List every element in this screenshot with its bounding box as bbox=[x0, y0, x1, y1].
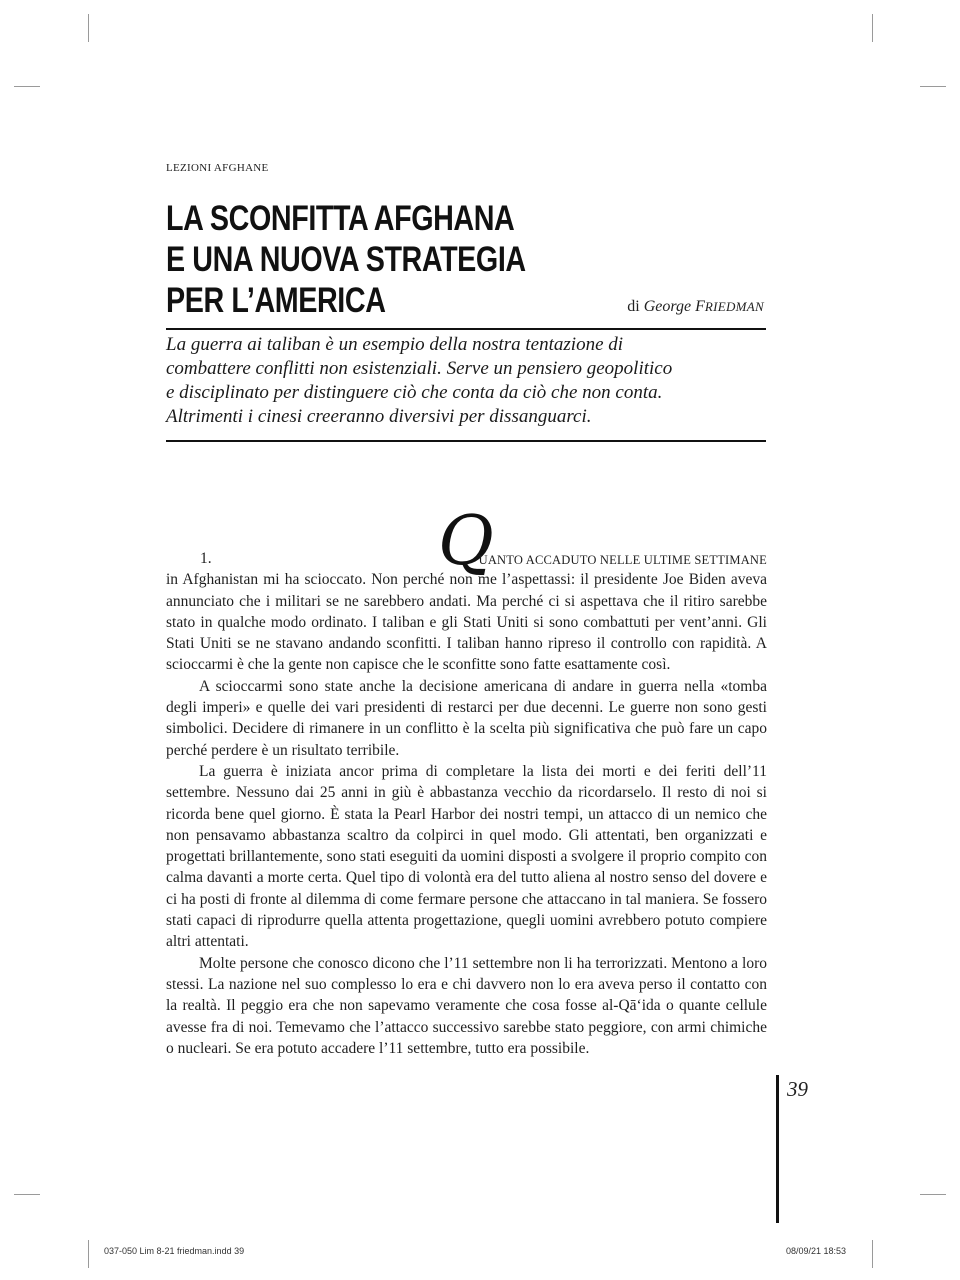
abstract-line: Altrimenti i cinesi creeranno diversivi per dissanguarci. bbox=[166, 406, 592, 427]
paragraph: in Afghanistan mi ha scioccato. Non perché non me l’aspettassi: il presidente Joe Biden aveva annunciato che i militari se ne sarebbero andati. Ma perché ci si aspettava che il ritiro sarebbe stato in qualche modo ordinato. I taliban e gli Stati Uniti si sono combattuti per vent’anni. Gli Stati Uniti se ne stavano andando sconfitti. I taliban hanno ripreso il controllo con rapidità. A scioccarmi è che la gente non capisce che le sconfitte sono fatte esattamente così. bbox=[166, 571, 767, 674]
section-number: 1. bbox=[200, 550, 212, 567]
title-line: E UNA NUOVA STRATEGIA bbox=[166, 240, 526, 279]
article-body bbox=[166, 502, 767, 1059]
crop-mark bbox=[920, 1194, 946, 1195]
crop-mark bbox=[920, 86, 946, 87]
paragraph: A scioccarmi sono state anche la decisione americana di andare in guerra nella «tomba degli imperi» e quelle dei vari presidenti di restarci per due decenni. Le guerre non sono gesti simbolici. Decidere di rimanere in un conflitto è la scelta più significativa che può fare un capo perché perdere è un risultato terribile. bbox=[166, 677, 767, 759]
opening-line bbox=[166, 502, 767, 581]
abstract bbox=[166, 333, 766, 429]
crop-mark bbox=[872, 1240, 873, 1268]
paragraph: La guerra è iniziata ancor prima di completare la lista dei morti e dei feriti dell’11 settembre. Nessuno dai 25 anni in giù è abbastanza vecchio da ricordarselo. Il resto di noi si ricorda bene quel giorno. È stata la Pearl Harbor dei nostri tempi, un attacco di un nemico che non pensavamo abbastanza scaltro da colpirci in quel modo. Gli attentati, ben organizzati e progettati brillantemente, sono stati eseguiti da uomini disposti a svolgere il proprio compito con calma davanti a morte certa. Quel tipo di volontà era del tutto aliena al nostro senso del dovere e ci ha posti di fronte al dilemma di come fermare persone che attaccano in tal maniera. Se fossero stati capaci di riprodurre quella attenta progettazione, quegli uomini avrebbero potuto compiere altri attentati. bbox=[166, 762, 767, 951]
page-number: 39 bbox=[787, 1077, 808, 1101]
byline bbox=[627, 298, 764, 316]
author-surname-initial: F bbox=[695, 298, 705, 315]
title-line: LA SCONFITTA AFGHANA bbox=[166, 199, 515, 238]
lead-in: UANTO ACCADUTO NELLE ULTIME SETTIMANE bbox=[478, 553, 767, 567]
author-surname: RIEDMAN bbox=[704, 299, 764, 314]
abstract-rule bbox=[166, 440, 766, 442]
abstract-line: e disciplinato per distinguere ciò che conta da ciò che non conta. bbox=[166, 382, 663, 403]
crop-mark bbox=[88, 1240, 89, 1268]
article-title bbox=[166, 198, 526, 321]
print-slug-date: 08/09/21 18:53 bbox=[786, 1246, 847, 1256]
crop-mark bbox=[88, 14, 89, 42]
paragraph: Molte persone che conosco dicono che l’11 settembre non li ha terrorizzati. Mentono a loro stessi. La nazione nel suo complesso lo era e chi davvero non lo era aveva perso il contatto con la realtà. Il peggio era che non sapevamo veramente che cosa fosse al-Qā‘ida o quante cellule avesse fra di noi. Temevamo che l’attacco successivo sarebbe stato peggiore, con armi chimiche o nucleari. Se era potuto accadere l’11 settembre, tutto era possibile. bbox=[166, 954, 767, 1057]
drop-cap: Q bbox=[438, 502, 494, 581]
page-margin-bar bbox=[776, 1075, 779, 1223]
crop-mark bbox=[872, 14, 873, 42]
crop-mark bbox=[14, 1194, 40, 1195]
author-first-name: George bbox=[643, 298, 692, 315]
print-slug-file: 037-050 Lim 8-21 friedman.indd 39 bbox=[104, 1246, 245, 1256]
section-label: LEZIONI AFGHANE bbox=[166, 162, 269, 174]
crop-mark bbox=[14, 86, 40, 87]
byline-prefix: di bbox=[627, 298, 640, 315]
abstract-line: La guerra ai taliban è un esempio della nostra tentazione di bbox=[166, 334, 624, 355]
abstract-line: combattere conflitti non esistenziali. Serve un pensiero geopolitico bbox=[166, 358, 673, 379]
title-rule bbox=[166, 328, 766, 330]
title-line: PER L’AMERICA bbox=[166, 281, 386, 320]
